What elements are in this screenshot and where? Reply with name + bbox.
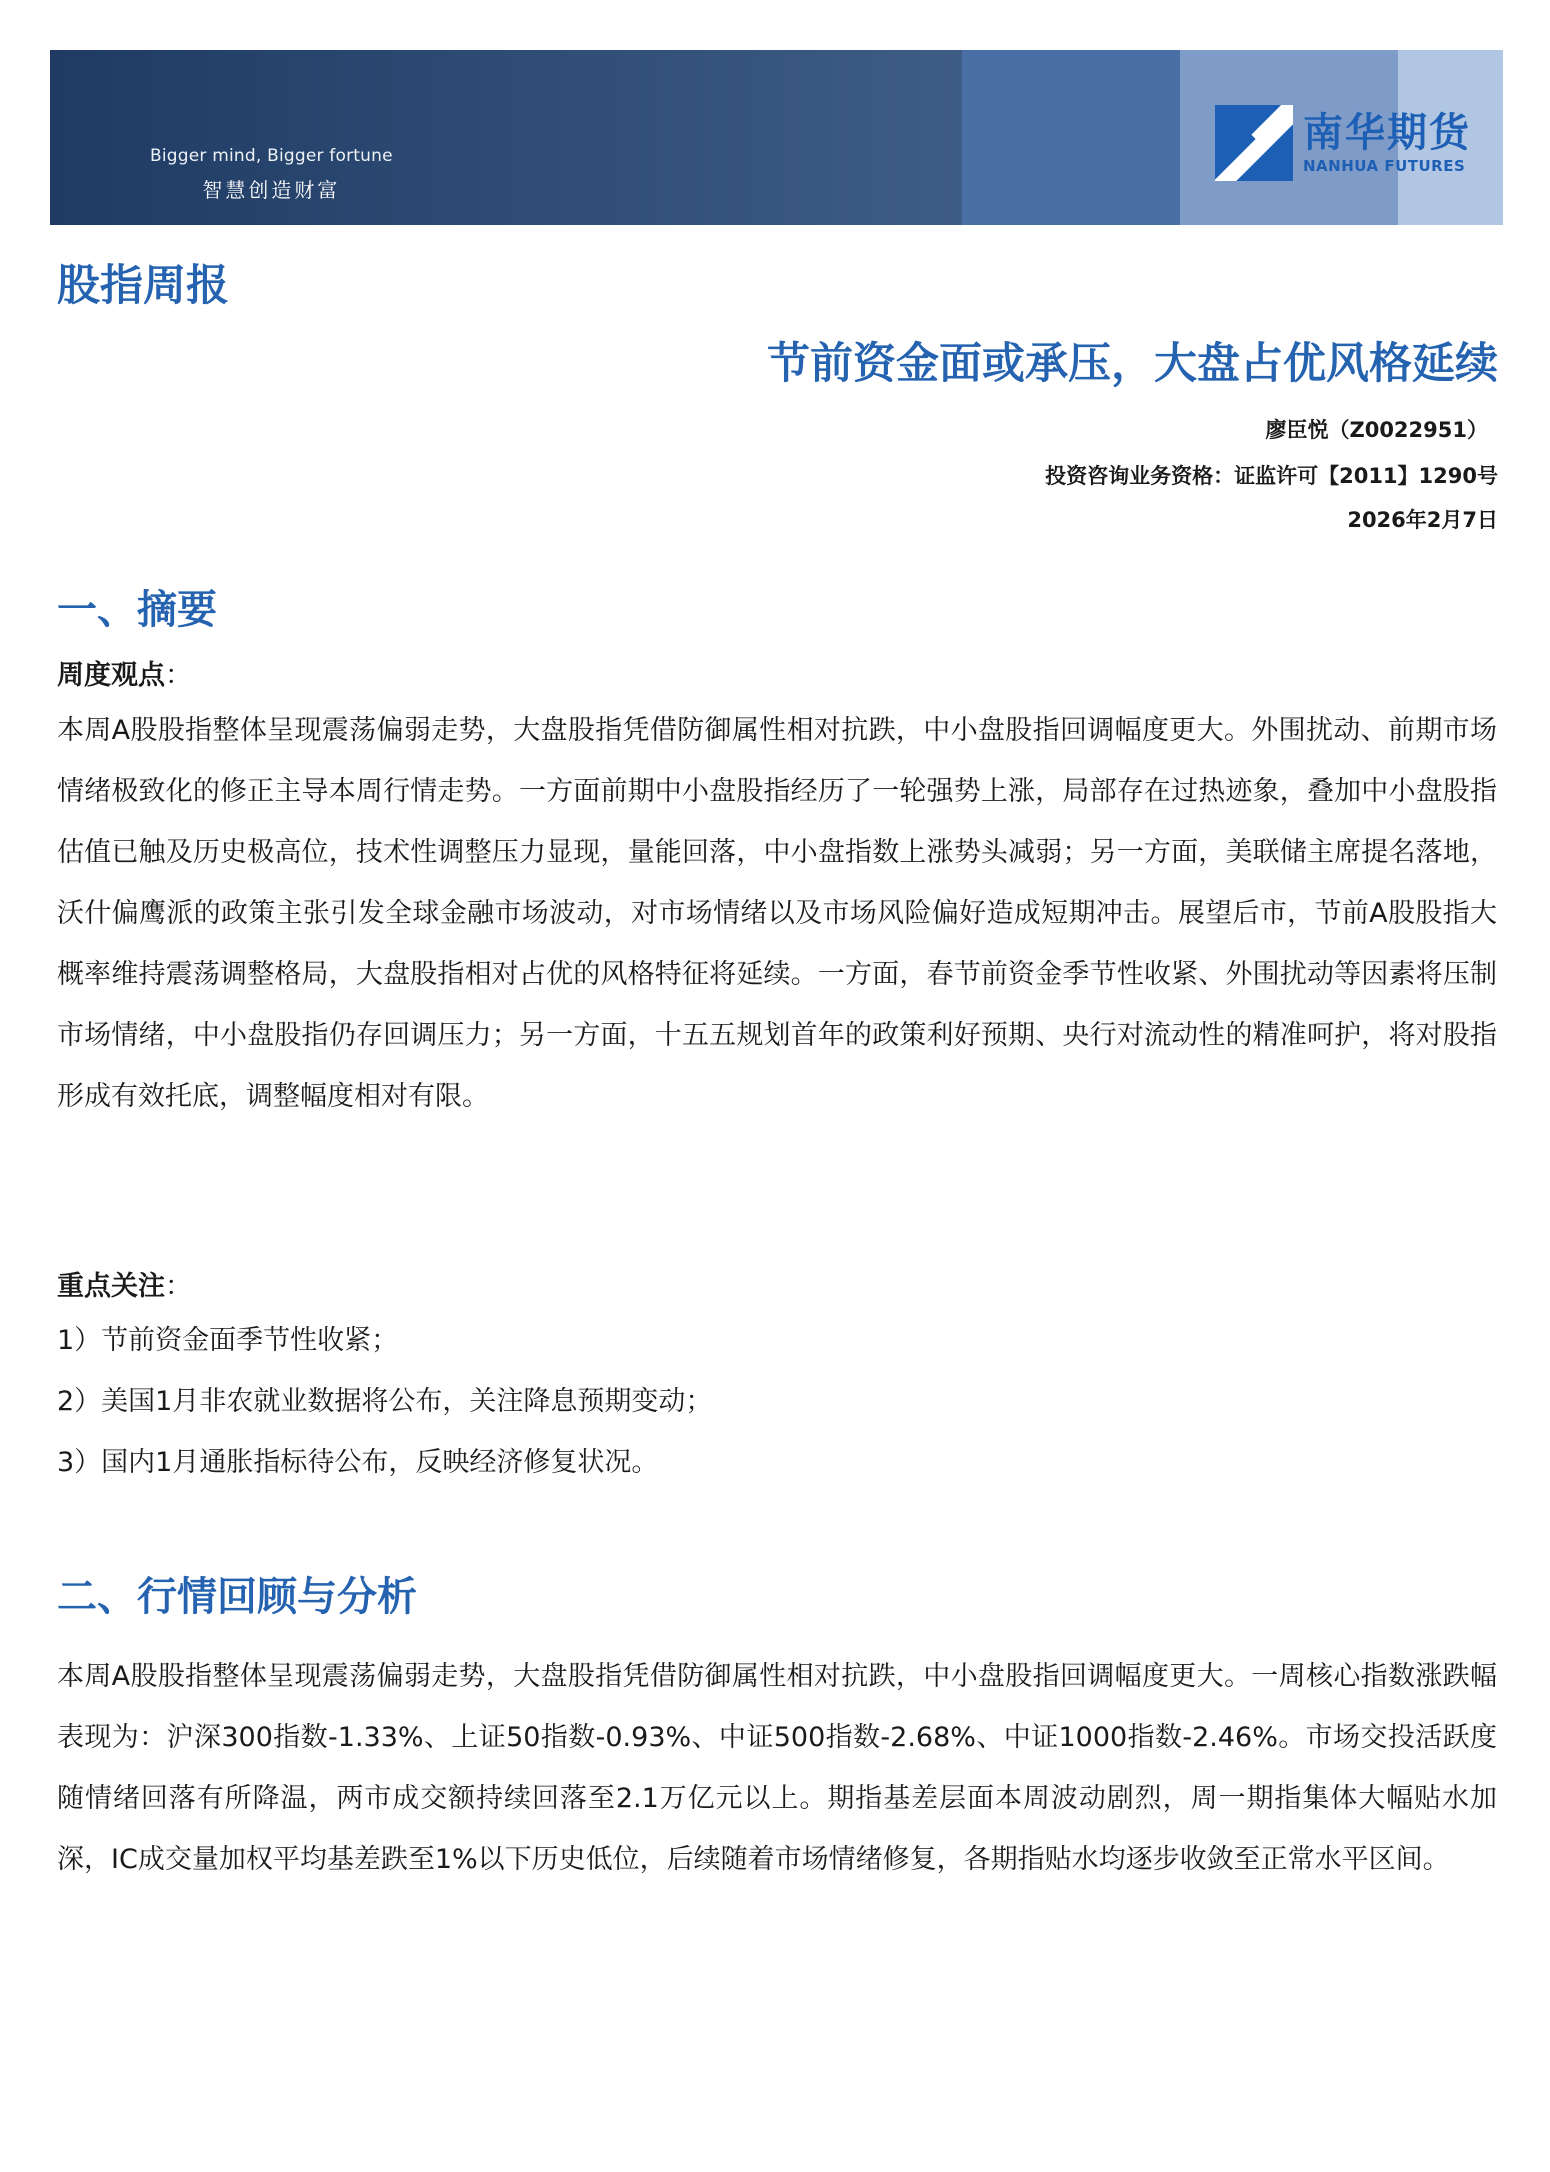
focus-heading	[57, 1264, 192, 1303]
weekly-view-paragraph: 本周A股股指整体呈现震荡偏弱走势，大盘股指凭借防御属性相对抗跌，中小盘股指回调幅度更大。外围扰动、前期市场情绪极致化的修正主导本周行情走势。一方面前期中小盘股指经历了一轮强势上涨，局部存在过热迹象，叠加中小盘股指估值已触及历史极高位，技术性调整压力显现，量能回落，中小盘指数上涨势头减弱；另一方面，美联储主席提名落地，沃什偏鹰派的政策主张引发全球金融市场波动，对市场情绪以及市场风险偏好造成短期冲击。展望后市，节前A股股指大概率维持震荡调整格局，大盘股指相对占优的风格特征将延续。一方面，春节前资金季节性收紧、外围扰动等因素将压制市场情绪，中小盘股指仍存回调压力；另一方面，十五五规划首年的政策利好预期、央行对流动性的精准呵护，将对股指形成有效托底，调整幅度相对有限。	[57, 715, 1497, 1112]
weekly-view-heading	[57, 653, 192, 692]
list-item: 2）美国1月非农就业数据将公布，关注降息预期变动；	[57, 1386, 713, 1417]
weekly-view-label: 周度观点	[57, 660, 165, 691]
focus-label: 重点关注	[57, 1271, 165, 1302]
focus-colon: ：	[165, 1271, 192, 1302]
author: 廖臣悦（Z0022951）	[1265, 418, 1488, 442]
report-date: 2026年2月7日	[1347, 508, 1498, 532]
banner-stripe	[962, 50, 1180, 225]
list-item: 3）国内1月通胀指标待公布，反映经济修复状况。	[57, 1447, 659, 1478]
banner-main-panel	[50, 50, 962, 225]
slogan-chinese: 智慧创造财富	[202, 178, 341, 202]
logo-name-chinese: 南华期货	[1303, 110, 1471, 156]
market-review-paragraph: 本周A股股指整体呈现震荡偏弱走势，大盘股指凭借防御属性相对抗跌，中小盘股指回调幅度更大。一周核心指数涨跌幅表现为：沪深300指数-1.33%、上证50指数-0.93%、中证500指数-2.68%、中证1000指数-2.46%。市场交投活跃度随情绪回落有所降温，两市成交额持续回落至2.1万亿元以上。期指基差层面本周波动剧烈，周一期指集体大幅贴水加深，IC成交量加权平均基差跌至1%以下历史低位，后续随着市场情绪修复，各期指贴水均逐步收敛至正常水平区间。	[57, 1661, 1497, 1875]
logo-name-english: NANHUA FUTURES	[1303, 157, 1466, 175]
section-heading-market-review: 二、行情回顾与分析	[57, 1574, 417, 1620]
company-logo	[1215, 105, 1471, 181]
logo-mark-icon	[1215, 105, 1293, 181]
slogan-english: Bigger mind, Bigger fortune	[150, 146, 393, 166]
report-type: 股指周报	[57, 261, 229, 311]
weekly-view-colon: ：	[165, 660, 192, 691]
banner-slogan	[150, 146, 393, 203]
list-item: 1）节前资金面季节性收紧；	[57, 1325, 399, 1356]
section-heading-summary: 一、摘要	[57, 587, 217, 633]
logo-text	[1303, 111, 1471, 175]
focus-list	[57, 1310, 1497, 1493]
license-info: 投资咨询业务资格：证监许可【2011】1290号	[1045, 464, 1498, 488]
report-title: 节前资金面或承压，大盘占优风格延续	[767, 339, 1498, 389]
